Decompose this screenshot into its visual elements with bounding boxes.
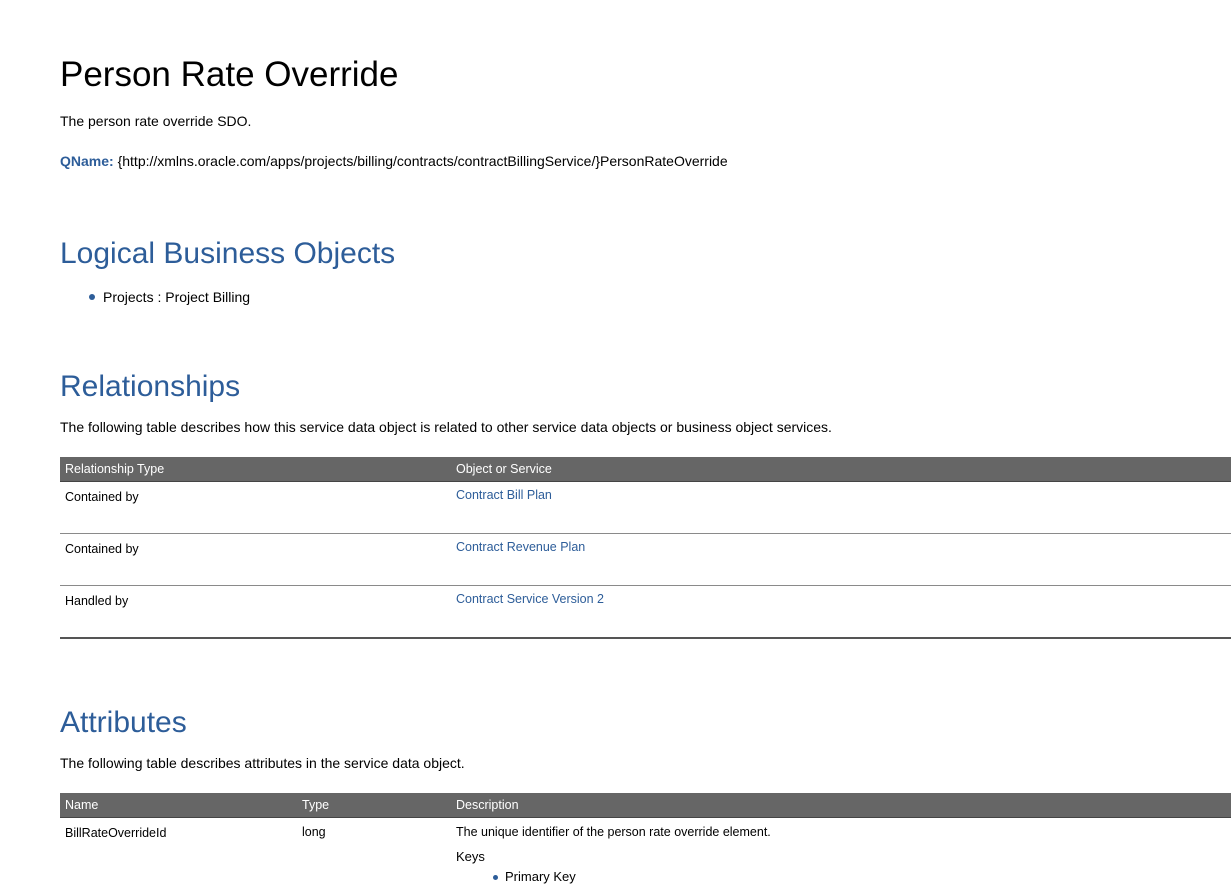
object-cell [451,482,1231,534]
qname-label: QName: [60,153,114,169]
attributes-heading: Attributes [60,706,187,739]
column-header-description: Description [451,793,1231,818]
list-item: Primary Key [505,869,1226,884]
page-description: The person rate override SDO. [60,113,252,129]
object-cell [451,586,1231,639]
page-title: Person Rate Override [60,55,399,94]
column-header-type: Type [297,793,451,818]
list-item: Projects : Project Billing [103,288,1231,306]
attribute-type-cell: long [302,825,326,839]
object-link[interactable]: Contract Service Version 2 [456,592,604,606]
attributes-intro: The following table describes attributes in the service data object. [60,755,465,771]
logical-business-objects-section [60,236,1231,306]
attribute-description-cell [451,818,1231,885]
table-row [60,586,1231,639]
relationships-heading: Relationships [60,370,241,403]
table-header-row [60,457,1231,482]
table-row [60,534,1231,586]
attributes-table [60,793,1231,884]
object-cell [451,534,1231,586]
qname-value: {http://xmlns.oracle.com/apps/projects/billing/contracts/contractBillingService/}PersonRateOverride [117,153,728,169]
relationship-type-cell: Contained by [60,534,451,586]
logical-business-objects-heading: Logical Business Objects [60,237,396,270]
attribute-name-cell: BillRateOverrideId [65,826,167,840]
column-header-name: Name [60,793,297,818]
column-header-object-or-service: Object or Service [451,457,1231,482]
attribute-description-text: The unique identifier of the person rate override element. [456,825,771,839]
table-header-row [60,793,1231,818]
relationship-type-cell: Handled by [60,586,451,639]
column-header-relationship-type: Relationship Type [60,457,451,482]
keys-label: Keys [456,849,485,864]
keys-list [456,869,1226,884]
logical-business-objects-list [60,288,1231,306]
relationship-type-cell: Contained by [60,482,451,534]
table-row [60,482,1231,534]
object-link[interactable]: Contract Revenue Plan [456,540,586,554]
relationships-table [60,457,1231,639]
attributes-section [60,705,1231,884]
relationships-intro: The following table describes how this service data object is related to other service data objects or business object services. [60,419,832,435]
object-link[interactable]: Contract Bill Plan [456,488,552,502]
relationships-section [60,369,1231,639]
table-row [60,818,1231,885]
qname-line [60,152,1231,170]
